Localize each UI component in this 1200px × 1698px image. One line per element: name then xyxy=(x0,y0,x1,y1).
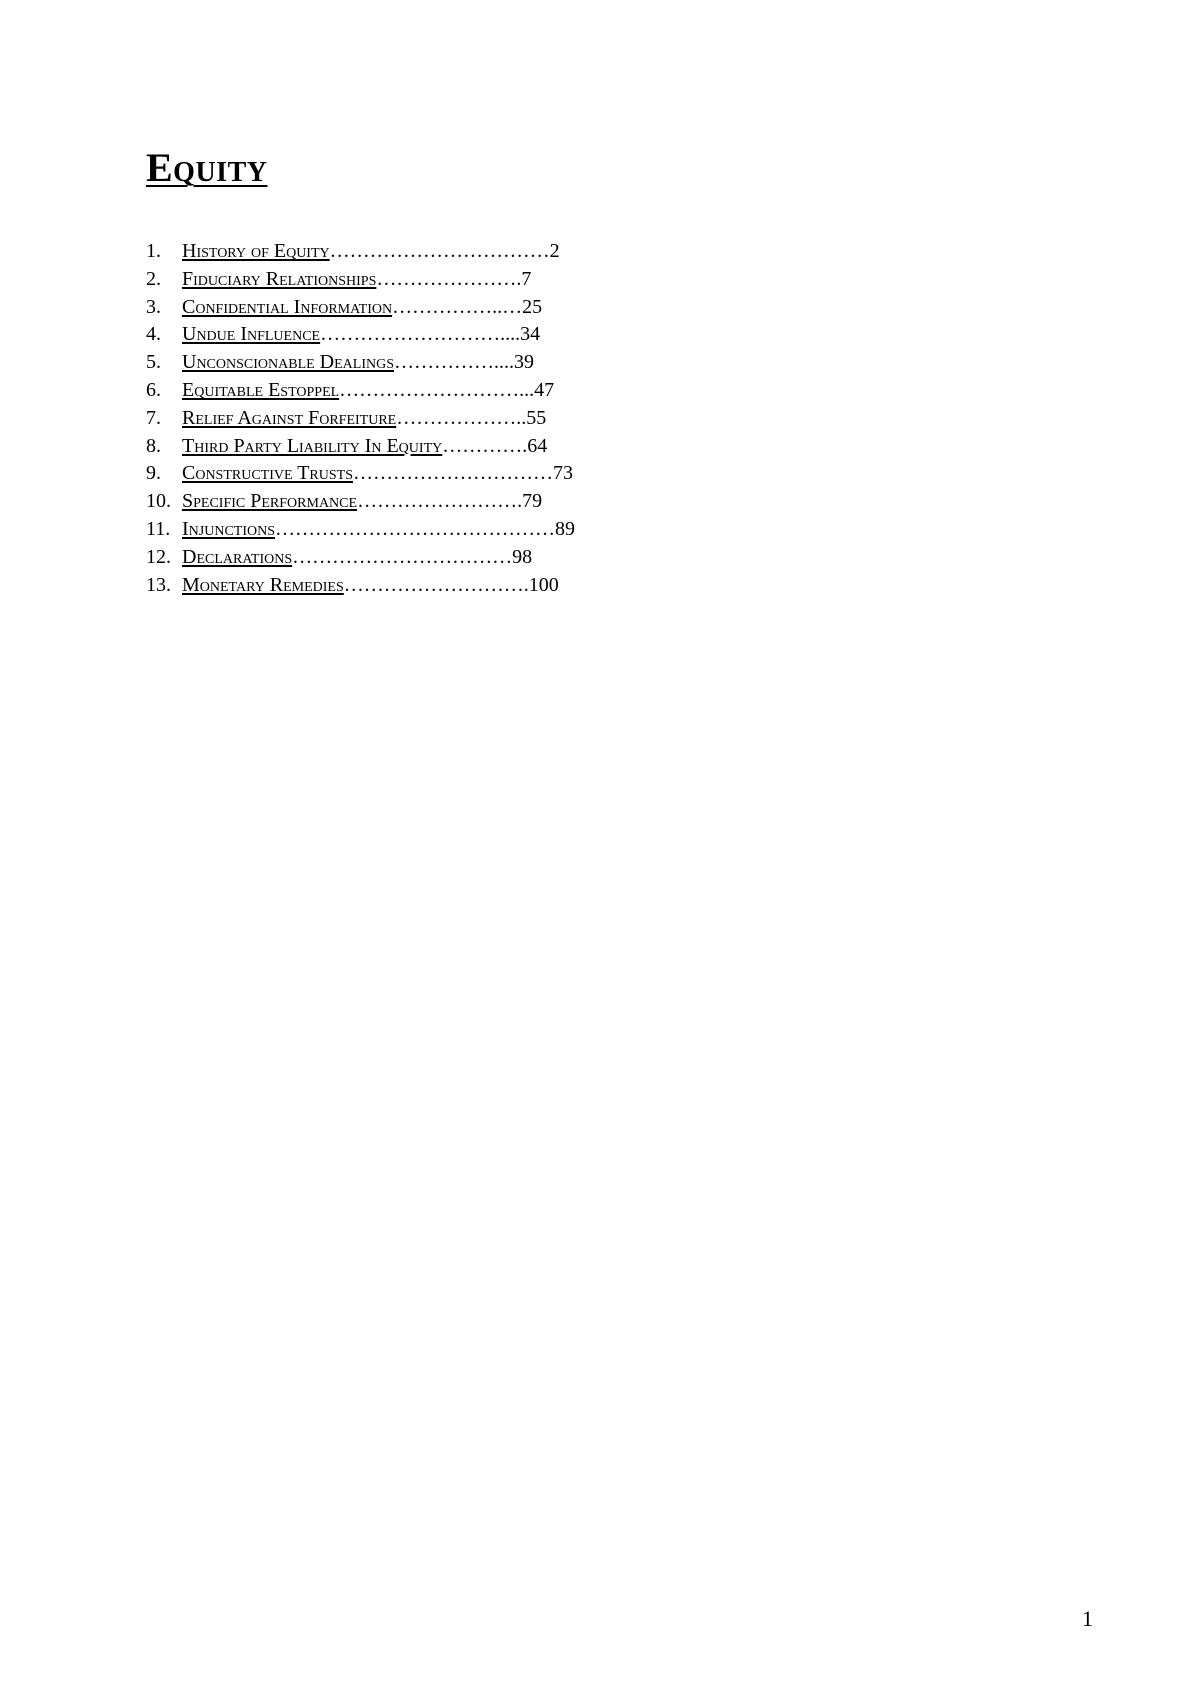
toc-entry-link[interactable]: Relief Against Forfeiture xyxy=(182,406,397,429)
table-of-contents xyxy=(146,238,575,599)
toc-entry-link[interactable]: Specific Performance xyxy=(182,490,358,513)
toc-entry-leader: …………….... xyxy=(394,351,514,374)
toc-entry[interactable] xyxy=(146,294,575,322)
toc-entry-page: 34 xyxy=(520,323,541,346)
toc-entry-link[interactable]: Constructive Trusts xyxy=(182,462,353,485)
toc-entry-number: 2. xyxy=(146,267,161,290)
toc-entry-page: 98 xyxy=(512,545,533,568)
toc-entry-number: 4. xyxy=(146,323,161,346)
toc-entry-leader: ……………………. xyxy=(357,490,523,513)
toc-entry-link[interactable]: Monetary Remedies xyxy=(182,573,344,596)
toc-entry-page: 64 xyxy=(527,434,548,457)
toc-entry-number: 7. xyxy=(146,406,161,429)
toc-entry-number: 10. xyxy=(146,490,171,513)
page-title: Equity xyxy=(146,145,268,190)
toc-entry-number: 6. xyxy=(146,378,161,401)
toc-entry-page: 47 xyxy=(534,378,555,401)
toc-entry-page: 7 xyxy=(521,267,532,290)
toc-entry-page: 100 xyxy=(528,573,559,596)
toc-entry-link[interactable]: Third Party Liability In Equity xyxy=(182,434,443,457)
toc-entry[interactable] xyxy=(146,544,575,572)
toc-entry-number: 1. xyxy=(146,240,161,262)
toc-entry-number: 13. xyxy=(146,573,171,596)
toc-entry-leader: ………………………... xyxy=(339,378,535,401)
toc-entry-leader: …………………. xyxy=(376,267,522,290)
toc-entry-number: 3. xyxy=(146,295,161,318)
toc-entry-link[interactable]: Injunctions xyxy=(182,517,275,540)
toc-entry[interactable] xyxy=(146,349,575,377)
toc-entry-link[interactable]: Declarations xyxy=(182,545,293,568)
toc-entry-page: 73 xyxy=(553,462,573,485)
page-number: 1 xyxy=(1082,1606,1093,1631)
toc-entry-page: 25 xyxy=(522,295,543,318)
toc-entry[interactable] xyxy=(146,405,575,433)
toc-entry-number: 11. xyxy=(146,517,171,540)
toc-entry[interactable] xyxy=(146,460,575,488)
toc-entry[interactable] xyxy=(146,488,575,516)
toc-entry-page: 55 xyxy=(526,406,547,429)
toc-entry-number: 9. xyxy=(146,462,161,485)
toc-entry[interactable] xyxy=(146,321,575,349)
toc-entry-link[interactable]: Confidential Information xyxy=(182,295,393,318)
toc-entry-page: 89 xyxy=(555,517,575,540)
toc-entry-leader: …………………………………… xyxy=(275,517,555,540)
toc-entry-leader: ………………………. xyxy=(343,573,529,596)
toc-entry-leader: ……………………….... xyxy=(320,323,521,346)
toc-entry-link[interactable]: Undue Influence xyxy=(182,323,321,346)
toc-entry[interactable] xyxy=(146,516,575,544)
toc-entry-number: 5. xyxy=(146,351,161,374)
toc-entry[interactable] xyxy=(146,238,575,266)
toc-entry-link[interactable]: Equitable Estoppel xyxy=(182,378,340,401)
toc-entry-link[interactable]: Unconscionable Dealings xyxy=(182,351,394,374)
toc-entry-page: 39 xyxy=(514,351,534,374)
toc-entry[interactable] xyxy=(146,433,575,461)
toc-entry-page: 79 xyxy=(522,490,543,513)
toc-entry-leader: ……………..… xyxy=(392,295,523,318)
toc-entry-leader: …………. xyxy=(442,434,528,457)
toc-entry-leader: …………………………… xyxy=(329,240,550,262)
toc-entry-number: 12. xyxy=(146,545,171,568)
toc-entry-link[interactable]: Fiduciary Relationships xyxy=(182,267,377,290)
toc-entry-number: 8. xyxy=(146,434,161,457)
toc-entry[interactable] xyxy=(146,266,575,294)
toc-entry-page: 2 xyxy=(549,240,560,262)
toc-entry-leader: ……………….. xyxy=(396,406,527,429)
toc-entry[interactable] xyxy=(146,572,575,600)
toc-entry-leader: ………………………… xyxy=(353,462,553,485)
toc-entry[interactable] xyxy=(146,377,575,405)
toc-entry-link[interactable]: History of Equity xyxy=(182,240,330,262)
toc-entry-leader: …………………………… xyxy=(292,545,513,568)
